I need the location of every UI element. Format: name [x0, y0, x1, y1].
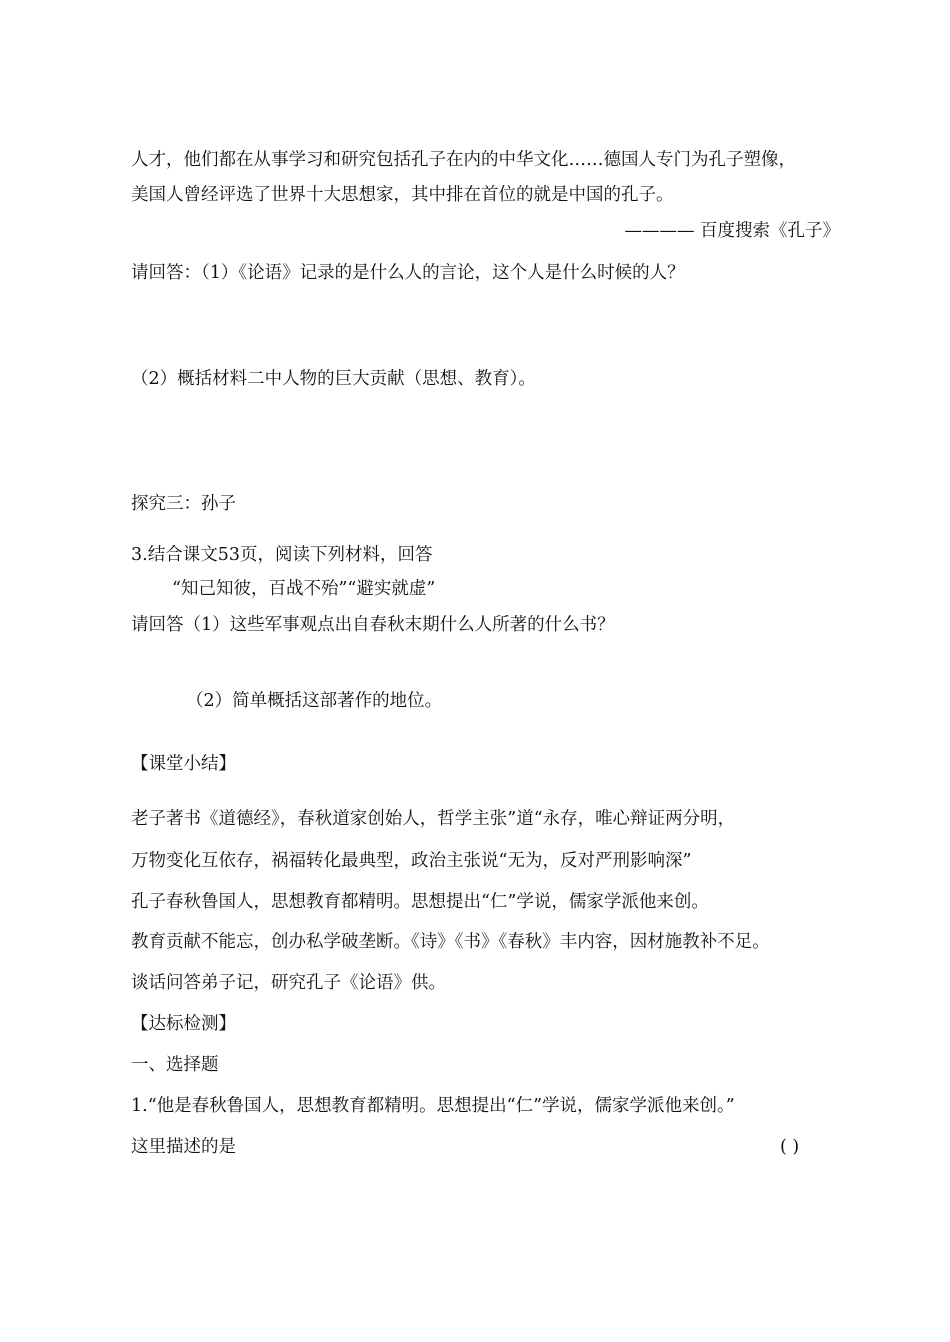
answer-parentheses: ( )	[780, 1137, 800, 1157]
question-3-2: （2）简单概括这部著作的地位。	[186, 691, 443, 711]
summary-heading: 【课堂小结】	[131, 754, 236, 774]
question-3-1: 请回答（1）这些军事观点出自春秋末期什么人所著的什么书？	[131, 615, 615, 635]
material-source: ———— 百度搜索《孔子》	[624, 221, 840, 241]
summary-line: 孔子春秋鲁国人，思想教育都精明。思想提出“仁”学说，儒家学派他来创。	[131, 892, 709, 912]
explore-three-heading: 探究三：孙子	[131, 494, 236, 514]
summary-line: 谈话问答弟子记，研究孔子《论语》供。	[131, 973, 446, 993]
summary-line: 老子著书《道德经》，春秋道家创始人，哲学主张”道“永存，唯心辩证两分明，	[131, 809, 736, 829]
test-question-1: 1.“他是春秋鲁国人，思想教育都精明。思想提出“仁”学说，儒家学派他来创。”	[131, 1096, 735, 1116]
test-section: 一、选择题	[131, 1055, 219, 1075]
question-2-1: 请回答：（1）《论语》记录的是什么人的言论，这个人是什么时候的人？	[131, 263, 685, 283]
test-heading: 【达标检测】	[131, 1014, 236, 1034]
material-line-2: 美国人曾经评选了世界十大思想家，其中排在首位的就是中国的孔子。	[131, 185, 674, 205]
question-2-2: （2）概括材料二中人物的巨大贡献（思想、教育）。	[131, 369, 536, 389]
test-question-1-cont: 这里描述的是	[131, 1137, 236, 1157]
summary-line: 教育贡献不能忘，创办私学破垄断。《诗》《书》《春秋》丰内容，因材施教补不足。	[131, 932, 770, 952]
material-line-1: 人才，他们都在从事学习和研究包括孔子在内的中华文化……德国人专门为孔子塑像，	[131, 150, 796, 170]
summary-line: 万物变化互依存，祸福转化最典型，政治主张说“无为，反对严刑影响深”	[131, 851, 692, 871]
explore-three-intro: 3.结合课文53页，阅读下列材料，回答	[131, 545, 433, 565]
explore-three-quote: “知己知彼，百战不殆”“避实就虚”	[172, 579, 436, 599]
